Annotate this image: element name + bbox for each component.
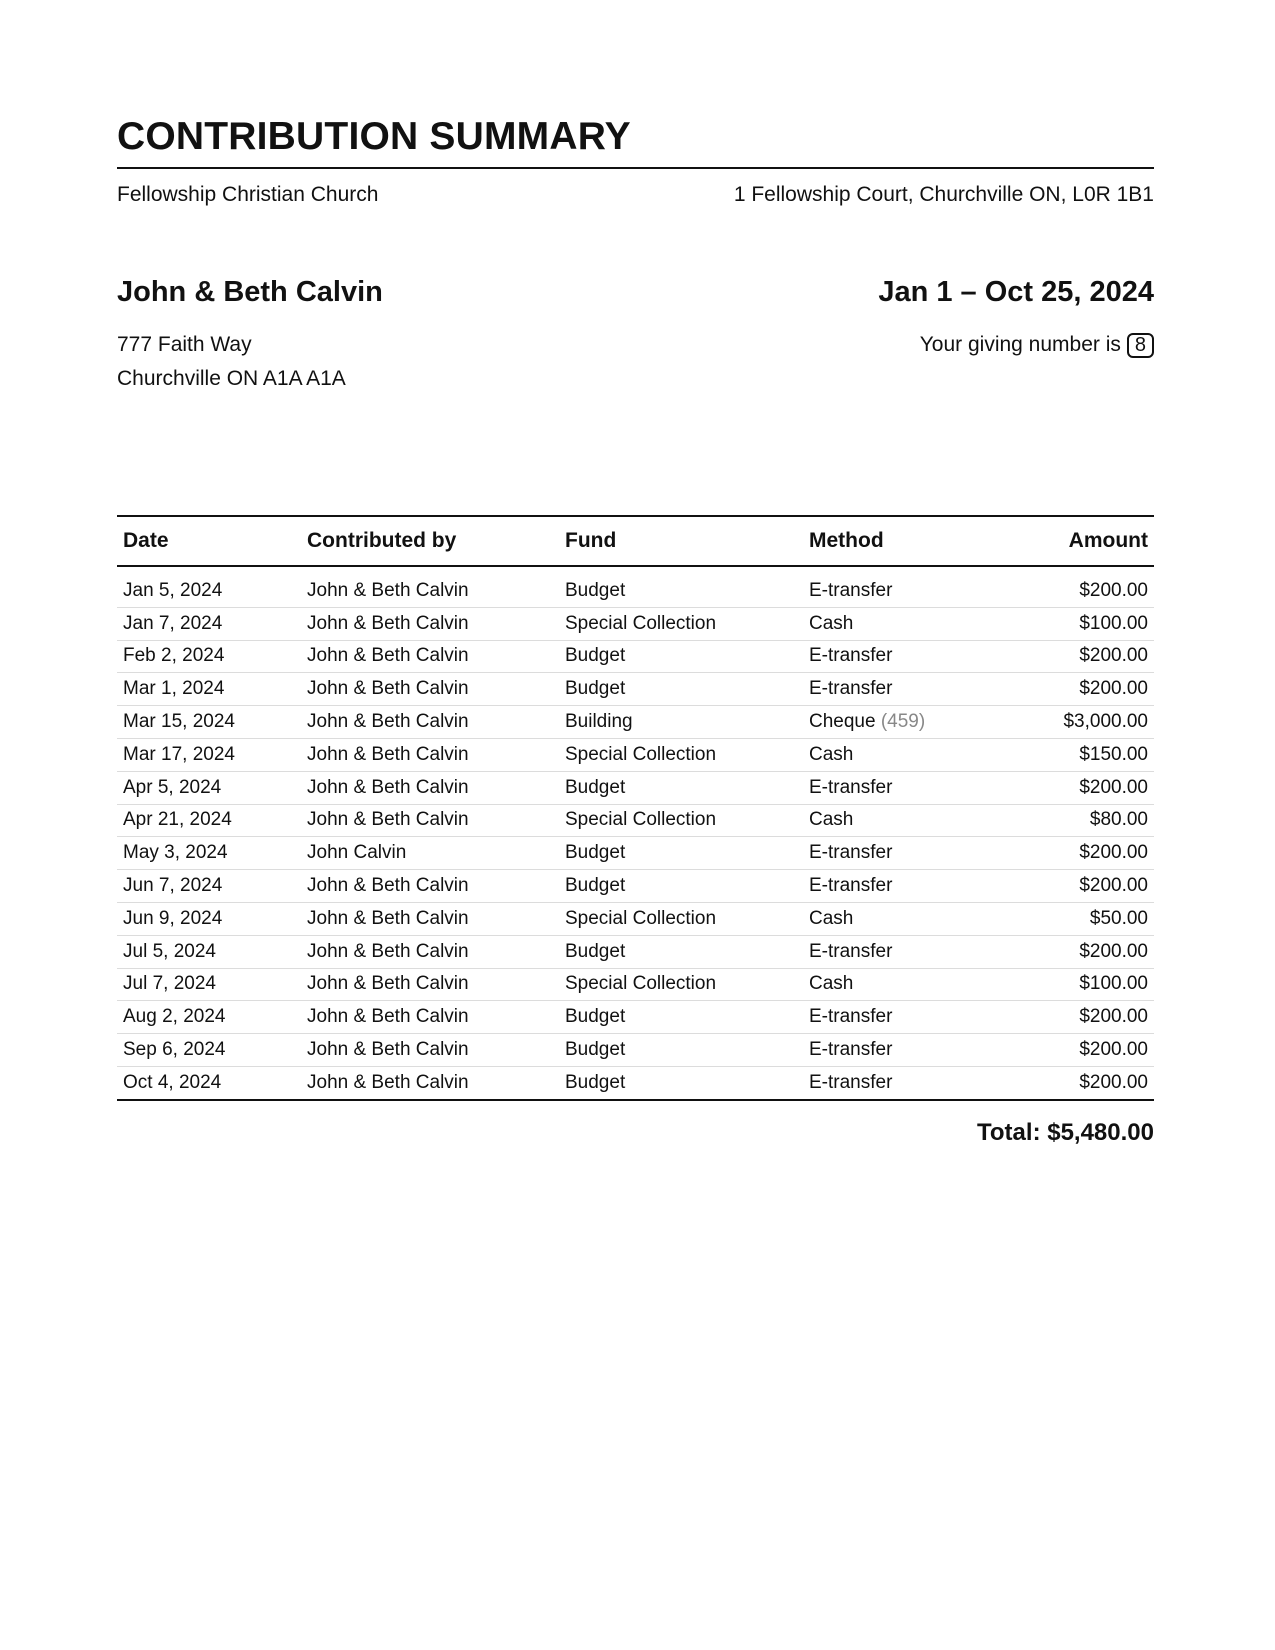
header-date: Date: [117, 516, 301, 566]
cell-amount: $200.00: [1015, 837, 1154, 870]
cell-contributed-by: John Calvin: [301, 837, 559, 870]
total-amount: Total: $5,480.00: [977, 1119, 1154, 1146]
cell-amount: $200.00: [1015, 1034, 1154, 1067]
method-label: Cash: [809, 973, 854, 995]
cell-fund: Budget: [559, 673, 803, 706]
cell-fund: Budget: [559, 1066, 803, 1099]
table-row: [117, 673, 1154, 706]
cell-date: Jan 7, 2024: [117, 607, 301, 640]
cell-amount: $200.00: [1015, 566, 1154, 607]
header-divider: [117, 167, 1154, 169]
cell-amount: $150.00: [1015, 738, 1154, 771]
header-contributed-by: Contributed by: [301, 516, 559, 566]
cell-fund: Special Collection: [559, 902, 803, 935]
method-label: E-transfer: [809, 875, 893, 897]
method-label: Cash: [809, 743, 854, 765]
cell-date: Jan 5, 2024: [117, 566, 301, 607]
cell-contributed-by: John & Beth Calvin: [301, 566, 559, 607]
cell-date: Mar 15, 2024: [117, 706, 301, 739]
cell-method: [803, 1066, 1015, 1099]
cell-amount: $200.00: [1015, 870, 1154, 903]
cell-amount: $50.00: [1015, 902, 1154, 935]
cell-method: [803, 706, 1015, 739]
cell-contributed-by: John & Beth Calvin: [301, 902, 559, 935]
table-row: [117, 935, 1154, 968]
cell-method: [803, 870, 1015, 903]
cell-fund: Budget: [559, 771, 803, 804]
table-row: [117, 1034, 1154, 1067]
cell-fund: Budget: [559, 935, 803, 968]
document-title: CONTRIBUTION SUMMARY: [117, 115, 631, 158]
table-row: [117, 771, 1154, 804]
method-label: E-transfer: [809, 1071, 893, 1093]
cell-method: [803, 673, 1015, 706]
cell-date: Mar 17, 2024: [117, 738, 301, 771]
method-label: E-transfer: [809, 1039, 893, 1061]
cell-amount: $200.00: [1015, 771, 1154, 804]
cell-contributed-by: John & Beth Calvin: [301, 673, 559, 706]
method-label: E-transfer: [809, 678, 893, 700]
cell-amount: $200.00: [1015, 1066, 1154, 1099]
cell-date: Feb 2, 2024: [117, 640, 301, 673]
cell-method: [803, 607, 1015, 640]
cell-date: Jun 9, 2024: [117, 902, 301, 935]
table-row: [117, 566, 1154, 607]
cell-amount: $80.00: [1015, 804, 1154, 837]
cell-contributed-by: John & Beth Calvin: [301, 1001, 559, 1034]
table-header-row: [117, 516, 1154, 566]
giving-number: [920, 328, 1154, 362]
header-fund: Fund: [559, 516, 803, 566]
donor-name: John & Beth Calvin: [117, 276, 383, 308]
table-row: [117, 738, 1154, 771]
method-label: E-transfer: [809, 940, 893, 962]
cell-method: [803, 566, 1015, 607]
cell-method: [803, 837, 1015, 870]
method-label: E-transfer: [809, 579, 893, 601]
giving-number-label: Your giving number is: [919, 333, 1121, 356]
header-method: Method: [803, 516, 1015, 566]
method-label: E-transfer: [809, 645, 893, 667]
cell-date: Jul 5, 2024: [117, 935, 301, 968]
table-row: [117, 1066, 1154, 1099]
cell-contributed-by: John & Beth Calvin: [301, 706, 559, 739]
cell-date: May 3, 2024: [117, 837, 301, 870]
method-label: Cash: [809, 612, 854, 634]
table-row: [117, 870, 1154, 903]
header-amount: Amount: [1015, 516, 1154, 566]
cell-method: [803, 804, 1015, 837]
cell-fund: Budget: [559, 1034, 803, 1067]
cell-method: [803, 968, 1015, 1001]
table-body: [117, 566, 1154, 1100]
cell-fund: Building: [559, 706, 803, 739]
cell-amount: $200.00: [1015, 673, 1154, 706]
table-row: [117, 640, 1154, 673]
cell-fund: Special Collection: [559, 804, 803, 837]
organization-row: [117, 181, 1154, 209]
cell-method: [803, 1001, 1015, 1034]
cell-method: [803, 902, 1015, 935]
donor-row: [117, 273, 1154, 311]
cell-method: [803, 771, 1015, 804]
cell-contributed-by: John & Beth Calvin: [301, 968, 559, 1001]
cell-amount: $200.00: [1015, 640, 1154, 673]
cell-fund: Budget: [559, 1001, 803, 1034]
cell-date: Oct 4, 2024: [117, 1066, 301, 1099]
cell-amount: $100.00: [1015, 607, 1154, 640]
cell-fund: Budget: [559, 640, 803, 673]
table-row: [117, 804, 1154, 837]
cell-fund: Special Collection: [559, 738, 803, 771]
cell-date: Apr 21, 2024: [117, 804, 301, 837]
cell-method: [803, 738, 1015, 771]
method-label: Cheque: [809, 711, 876, 733]
cell-contributed-by: John & Beth Calvin: [301, 640, 559, 673]
cell-date: Jun 7, 2024: [117, 870, 301, 903]
cell-amount: $200.00: [1015, 935, 1154, 968]
cell-date: Mar 1, 2024: [117, 673, 301, 706]
cell-contributed-by: John & Beth Calvin: [301, 1034, 559, 1067]
cell-contributed-by: John & Beth Calvin: [301, 804, 559, 837]
method-label: Cash: [809, 907, 854, 929]
cell-amount: $100.00: [1015, 968, 1154, 1001]
statement-period: Jan 1 – Oct 25, 2024: [878, 276, 1154, 308]
giving-number-badge: 8: [1127, 333, 1154, 358]
cheque-number: (459): [880, 711, 926, 733]
table-row: [117, 1001, 1154, 1034]
table-row: [117, 902, 1154, 935]
cell-method: [803, 1034, 1015, 1067]
cell-contributed-by: John & Beth Calvin: [301, 738, 559, 771]
method-label: E-transfer: [809, 1006, 893, 1028]
cell-fund: Budget: [559, 837, 803, 870]
table-row: [117, 837, 1154, 870]
cell-fund: Special Collection: [559, 968, 803, 1001]
cell-fund: Budget: [559, 566, 803, 607]
method-label: E-transfer: [809, 776, 893, 798]
donor-address-line2: Churchville ON A1A A1A: [117, 367, 346, 390]
cell-amount: $200.00: [1015, 1001, 1154, 1034]
method-label: Cash: [809, 809, 854, 831]
donor-address: [117, 328, 346, 396]
cell-contributed-by: John & Beth Calvin: [301, 935, 559, 968]
cell-contributed-by: John & Beth Calvin: [301, 771, 559, 804]
cell-date: Sep 6, 2024: [117, 1034, 301, 1067]
cell-fund: Budget: [559, 870, 803, 903]
table-row: [117, 607, 1154, 640]
cell-fund: Special Collection: [559, 607, 803, 640]
cell-amount: $3,000.00: [1015, 706, 1154, 739]
cell-contributed-by: John & Beth Calvin: [301, 870, 559, 903]
table-row: [117, 706, 1154, 739]
organization-address: 1 Fellowship Court, Churchville ON, L0R 1B1: [733, 183, 1154, 206]
organization-name: Fellowship Christian Church: [117, 183, 379, 206]
cell-date: Apr 5, 2024: [117, 771, 301, 804]
method-label: E-transfer: [809, 842, 893, 864]
donor-address-line1: 777 Faith Way: [117, 333, 252, 356]
contributions-table: [117, 515, 1154, 1101]
table-row: [117, 968, 1154, 1001]
cell-date: Aug 2, 2024: [117, 1001, 301, 1034]
cell-method: [803, 640, 1015, 673]
cell-contributed-by: John & Beth Calvin: [301, 607, 559, 640]
cell-method: [803, 935, 1015, 968]
cell-date: Jul 7, 2024: [117, 968, 301, 1001]
cell-contributed-by: John & Beth Calvin: [301, 1066, 559, 1099]
